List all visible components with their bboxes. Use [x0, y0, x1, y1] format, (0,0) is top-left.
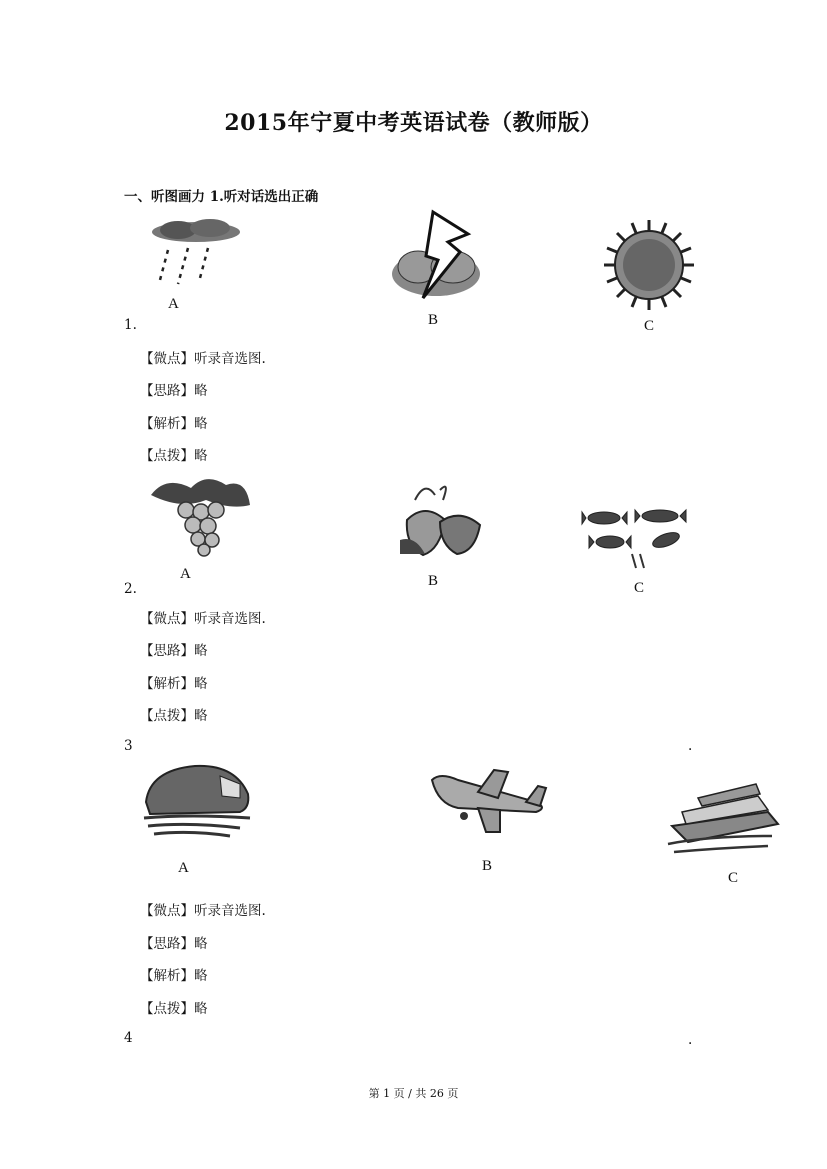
- note-line: 【点拨】略: [140, 1001, 208, 1017]
- option-label: C: [728, 870, 739, 886]
- section-heading: 一、听图画力 1.听对话选出正确: [124, 189, 319, 205]
- grapes-icon: [146, 470, 254, 556]
- note-line: 【微点】听录音选图.: [140, 903, 266, 919]
- note-line: 【解析】略: [140, 968, 208, 984]
- option-label: A: [168, 296, 179, 312]
- note-line: 【微点】听录音选图.: [140, 611, 266, 627]
- trailing-dot: .: [688, 1032, 693, 1048]
- note-line: 【解析】略: [140, 676, 208, 692]
- thunderstorm-icon: [388, 212, 483, 302]
- note-line: 【思路】略: [140, 383, 208, 399]
- question-number: 3: [124, 738, 133, 754]
- question-number: 2.: [124, 581, 137, 597]
- note-line: 【解析】略: [140, 416, 208, 432]
- option-label: C: [634, 580, 645, 592]
- option-label: C: [644, 318, 655, 330]
- option-label: A: [180, 566, 191, 582]
- note-line: 【点拨】略: [140, 448, 208, 464]
- question-number: 4: [124, 1030, 133, 1046]
- ship-icon: [668, 776, 782, 858]
- airplane-icon: [428, 768, 550, 834]
- page-footer: 第 1 页 / 共 26 页: [368, 1087, 459, 1100]
- note-line: 【思路】略: [140, 643, 208, 659]
- page-title: 2015年宁夏中考英语试卷（教师版）: [224, 110, 603, 136]
- option-label: B: [428, 573, 439, 589]
- strawberries-icon: [395, 480, 490, 560]
- note-line: 【思路】略: [140, 936, 208, 952]
- trailing-dot: .: [688, 738, 693, 754]
- option-label: B: [428, 312, 439, 328]
- question-number: 1.: [124, 317, 137, 333]
- rain-cloud-icon: [148, 218, 243, 288]
- candies-icon: [582, 506, 694, 572]
- sun-icon: [604, 220, 694, 310]
- train-icon: [140, 762, 254, 842]
- option-label: B: [482, 858, 493, 874]
- note-line: 【微点】听录音选图.: [140, 351, 266, 367]
- note-line: 【点拨】略: [140, 708, 208, 724]
- option-label: A: [178, 860, 189, 876]
